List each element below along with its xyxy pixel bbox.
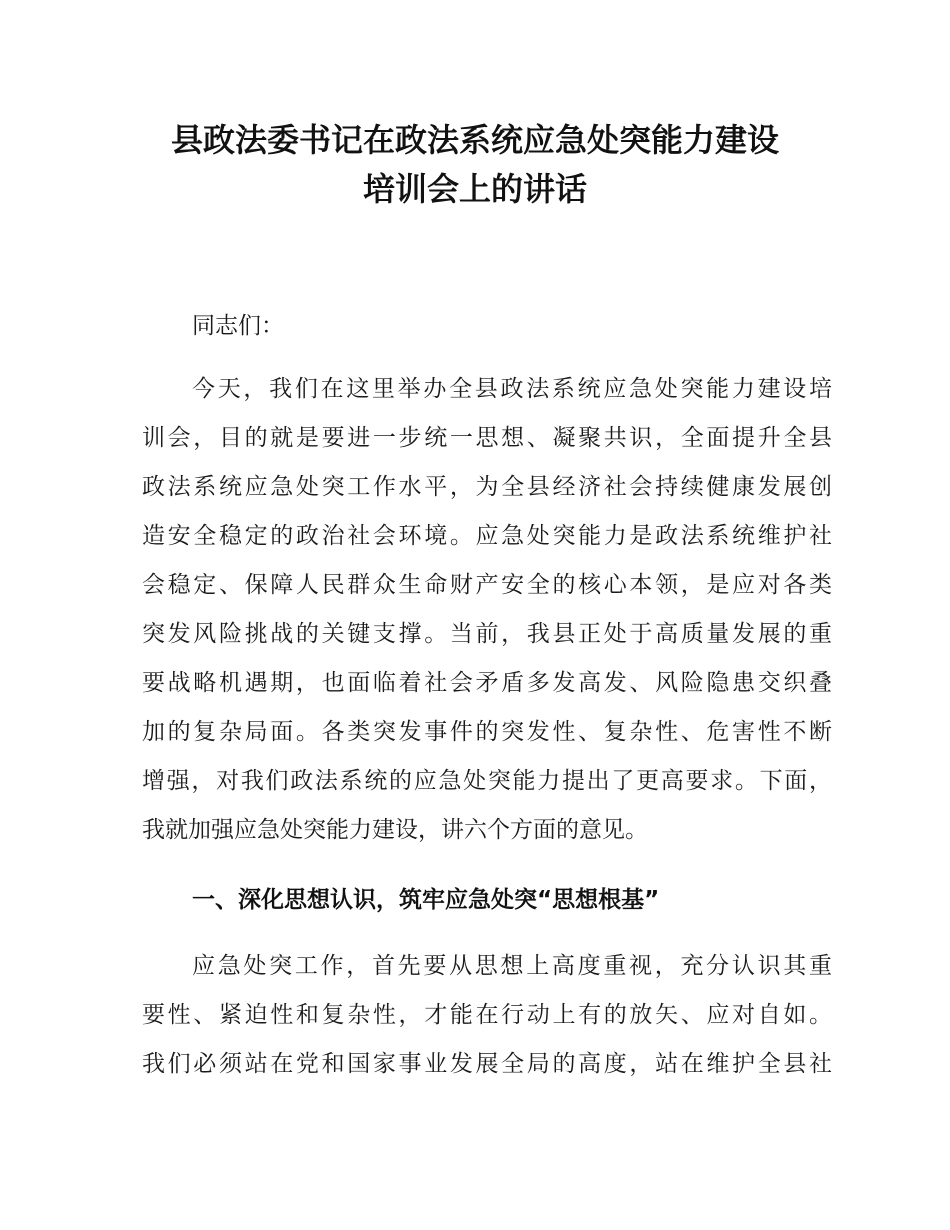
section-1-heading: 一、深化思想认识，筑牢应急处突“思想根基” [192,887,660,913]
section-1-line-3: 我们必须站在党和国家事业发展全局的高度，站在维护全县社 [142,1051,832,1077]
intro-line-1: 今天，我们在这里举办全县政法系统应急处突能力建设培 [192,376,832,402]
document-title-line-1: 县政法委书记在政法系统应急处突能力建设 [170,121,779,159]
intro-line-7: 要战略机遇期，也面临着社会矛盾多发高发、风险隐患交织叠 [142,670,832,696]
salutation: 同志们： [192,313,284,339]
intro-line-9: 增强，对我们政法系统的应急处突能力提出了更高要求。下面， [142,768,832,794]
intro-line-5: 会稳定、保障人民群众生命财产安全的核心本领，是应对各类 [142,572,832,598]
section-1-line-1: 应急处突工作，首先要从思想上高度重视，充分认识其重 [192,953,832,979]
section-1-line-2: 要性、紧迫性和复杂性，才能在行动上有的放矢、应对自如。 [142,1002,832,1028]
intro-line-2: 训会，目的就是要进一步统一思想、凝聚共识，全面提升全县 [142,425,832,451]
intro-line-8: 加的复杂局面。各类突发事件的突发性、复杂性、危害性不断 [142,719,832,745]
document-title-line-2: 培训会上的讲话 [362,170,587,208]
intro-line-6: 突发风险挑战的关键支撑。当前，我县正处于高质量发展的重 [142,621,832,647]
intro-line-10: 我就加强应急处突能力建设，讲六个方面的意见。 [142,817,648,843]
intro-line-4: 造安全稳定的政治社会环境。应急处突能力是政法系统维护社 [142,523,832,549]
intro-line-3: 政法系统应急处突工作水平，为全县经济社会持续健康发展创 [142,474,832,500]
